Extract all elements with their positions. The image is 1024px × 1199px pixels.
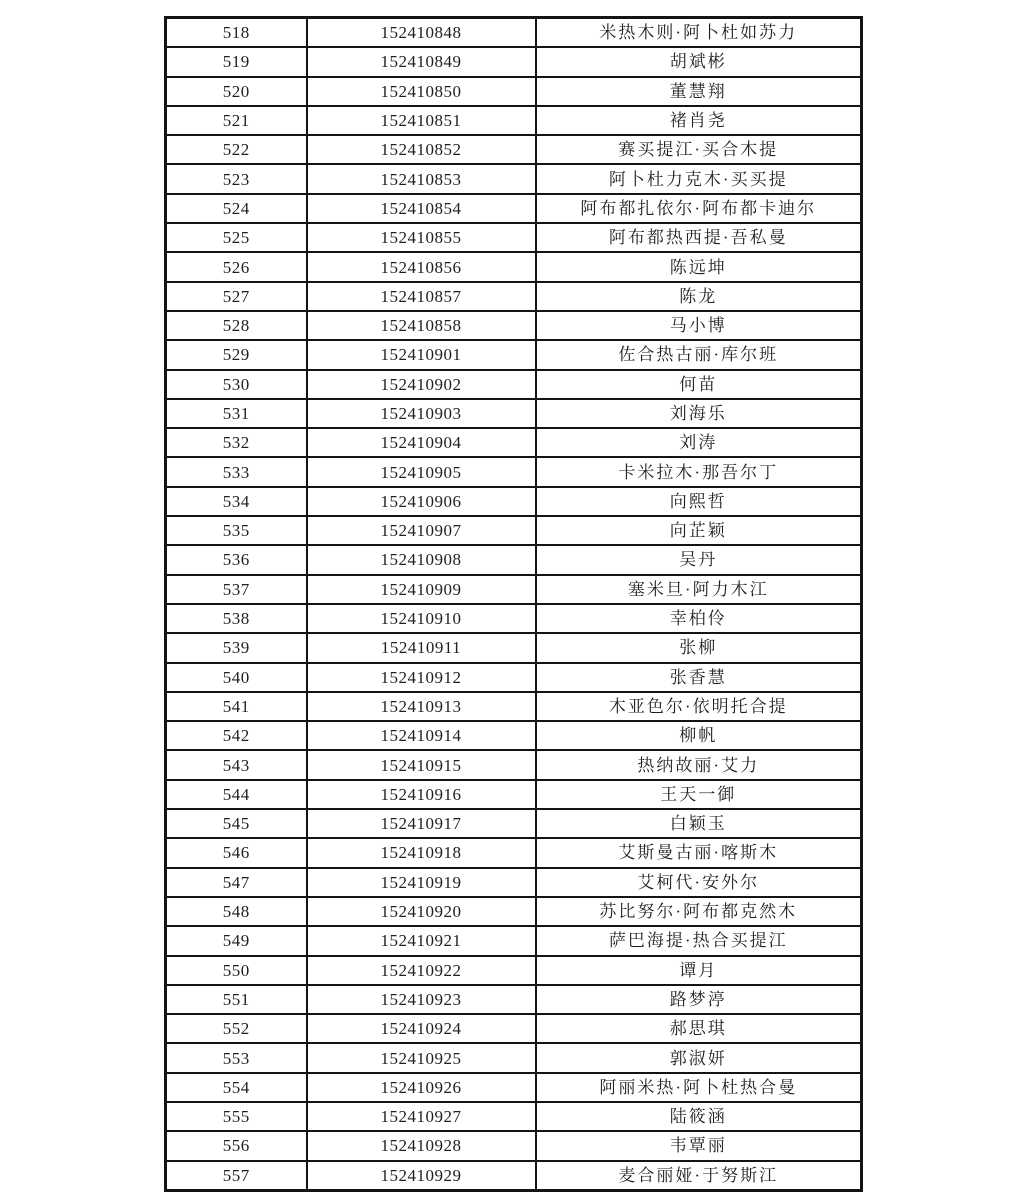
name-cell: 郝思琪	[536, 1014, 862, 1043]
serial-number-cell: 552	[166, 1014, 307, 1043]
name-cell: 陆筱涵	[536, 1102, 862, 1131]
table-row	[166, 340, 862, 369]
name-cell: 董慧翔	[536, 77, 862, 106]
student-id-cell: 152410915	[307, 750, 536, 779]
name-cell: 陈龙	[536, 282, 862, 311]
serial-number-cell: 525	[166, 223, 307, 252]
serial-number-cell: 540	[166, 663, 307, 692]
table-row	[166, 1073, 862, 1102]
student-id-cell: 152410848	[307, 18, 536, 48]
table-row	[166, 311, 862, 340]
table-row	[166, 1161, 862, 1191]
name-cell: 刘海乐	[536, 399, 862, 428]
student-id-cell: 152410919	[307, 868, 536, 897]
serial-number-cell: 549	[166, 926, 307, 955]
serial-number-cell: 544	[166, 780, 307, 809]
table-row	[166, 516, 862, 545]
student-id-cell: 152410849	[307, 47, 536, 76]
student-id-cell: 152410927	[307, 1102, 536, 1131]
student-id-cell: 152410925	[307, 1043, 536, 1072]
serial-number-cell: 541	[166, 692, 307, 721]
name-cell: 幸柏伶	[536, 604, 862, 633]
table-row	[166, 809, 862, 838]
name-cell: 塞米旦·阿力木江	[536, 575, 862, 604]
name-cell: 艾斯曼古丽·喀斯木	[536, 838, 862, 867]
serial-number-cell: 543	[166, 750, 307, 779]
roster-table-body	[166, 18, 862, 1191]
serial-number-cell: 539	[166, 633, 307, 662]
name-cell: 萨巴海提·热合买提江	[536, 926, 862, 955]
serial-number-cell: 555	[166, 1102, 307, 1131]
student-id-cell: 152410909	[307, 575, 536, 604]
student-id-cell: 152410922	[307, 956, 536, 985]
table-row	[166, 370, 862, 399]
serial-number-cell: 534	[166, 487, 307, 516]
serial-number-cell: 528	[166, 311, 307, 340]
table-row	[166, 428, 862, 457]
serial-number-cell: 524	[166, 194, 307, 223]
student-id-cell: 152410928	[307, 1131, 536, 1160]
table-row	[166, 252, 862, 281]
serial-number-cell: 537	[166, 575, 307, 604]
name-cell: 陈远坤	[536, 252, 862, 281]
name-cell: 胡斌彬	[536, 47, 862, 76]
student-id-cell: 152410901	[307, 340, 536, 369]
serial-number-cell: 557	[166, 1161, 307, 1191]
serial-number-cell: 523	[166, 164, 307, 193]
table-row	[166, 926, 862, 955]
name-cell: 谭月	[536, 956, 862, 985]
serial-number-cell: 533	[166, 457, 307, 486]
serial-number-cell: 535	[166, 516, 307, 545]
serial-number-cell: 553	[166, 1043, 307, 1072]
serial-number-cell: 551	[166, 985, 307, 1014]
name-cell: 阿丽米热·阿卜杜热合曼	[536, 1073, 862, 1102]
table-row	[166, 194, 862, 223]
serial-number-cell: 518	[166, 18, 307, 48]
name-cell: 褚肖尧	[536, 106, 862, 135]
table-row	[166, 1131, 862, 1160]
table-row	[166, 721, 862, 750]
student-id-cell: 152410929	[307, 1161, 536, 1191]
name-cell: 马小博	[536, 311, 862, 340]
student-id-cell: 152410921	[307, 926, 536, 955]
serial-number-cell: 548	[166, 897, 307, 926]
name-cell: 赛买提江·买合木提	[536, 135, 862, 164]
name-cell: 艾柯代·安外尔	[536, 868, 862, 897]
table-row	[166, 575, 862, 604]
serial-number-cell: 554	[166, 1073, 307, 1102]
table-row	[166, 750, 862, 779]
student-id-cell: 152410920	[307, 897, 536, 926]
serial-number-cell: 526	[166, 252, 307, 281]
name-cell: 木亚色尔·依明托合提	[536, 692, 862, 721]
name-cell: 卡米拉木·那吾尔丁	[536, 457, 862, 486]
name-cell: 热纳故丽·艾力	[536, 750, 862, 779]
table-row	[166, 1043, 862, 1072]
table-row	[166, 18, 862, 48]
table-row	[166, 282, 862, 311]
serial-number-cell: 519	[166, 47, 307, 76]
table-row	[166, 692, 862, 721]
name-cell: 刘涛	[536, 428, 862, 457]
table-row	[166, 47, 862, 76]
student-id-cell: 152410918	[307, 838, 536, 867]
serial-number-cell: 527	[166, 282, 307, 311]
name-cell: 郭淑妍	[536, 1043, 862, 1072]
table-row	[166, 487, 862, 516]
serial-number-cell: 521	[166, 106, 307, 135]
serial-number-cell: 538	[166, 604, 307, 633]
name-cell: 韦覃丽	[536, 1131, 862, 1160]
student-id-cell: 152410923	[307, 985, 536, 1014]
table-row	[166, 1102, 862, 1131]
serial-number-cell: 556	[166, 1131, 307, 1160]
table-row	[166, 956, 862, 985]
student-id-cell: 152410914	[307, 721, 536, 750]
student-id-cell: 152410853	[307, 164, 536, 193]
student-id-cell: 152410906	[307, 487, 536, 516]
name-cell: 何苗	[536, 370, 862, 399]
table-row	[166, 663, 862, 692]
name-cell: 佐合热古丽·库尔班	[536, 340, 862, 369]
table-row	[166, 399, 862, 428]
serial-number-cell: 546	[166, 838, 307, 867]
name-cell: 麦合丽娅·于努斯江	[536, 1161, 862, 1191]
student-id-cell: 152410854	[307, 194, 536, 223]
student-id-cell: 152410916	[307, 780, 536, 809]
student-id-cell: 152410858	[307, 311, 536, 340]
student-id-cell: 152410850	[307, 77, 536, 106]
table-row	[166, 780, 862, 809]
serial-number-cell: 532	[166, 428, 307, 457]
name-cell: 向熙哲	[536, 487, 862, 516]
name-cell: 向芷颖	[536, 516, 862, 545]
table-row	[166, 1014, 862, 1043]
student-id-cell: 152410852	[307, 135, 536, 164]
student-id-cell: 152410908	[307, 545, 536, 574]
name-cell: 张香慧	[536, 663, 862, 692]
student-id-cell: 152410917	[307, 809, 536, 838]
student-id-cell: 152410851	[307, 106, 536, 135]
table-row	[166, 223, 862, 252]
student-id-cell: 152410924	[307, 1014, 536, 1043]
name-cell: 柳帆	[536, 721, 862, 750]
student-id-cell: 152410903	[307, 399, 536, 428]
serial-number-cell: 550	[166, 956, 307, 985]
table-row	[166, 545, 862, 574]
student-id-cell: 152410907	[307, 516, 536, 545]
serial-number-cell: 520	[166, 77, 307, 106]
table-row	[166, 457, 862, 486]
serial-number-cell: 522	[166, 135, 307, 164]
table-row	[166, 164, 862, 193]
serial-number-cell: 536	[166, 545, 307, 574]
student-id-cell: 152410904	[307, 428, 536, 457]
student-id-cell: 152410926	[307, 1073, 536, 1102]
name-cell: 白颖玉	[536, 809, 862, 838]
student-id-cell: 152410857	[307, 282, 536, 311]
student-id-cell: 152410856	[307, 252, 536, 281]
table-row	[166, 838, 862, 867]
serial-number-cell: 545	[166, 809, 307, 838]
table-row	[166, 604, 862, 633]
table-row	[166, 77, 862, 106]
serial-number-cell: 529	[166, 340, 307, 369]
name-cell: 王天一御	[536, 780, 862, 809]
name-cell: 米热木则·阿卜杜如苏力	[536, 18, 862, 48]
table-row	[166, 985, 862, 1014]
table-row	[166, 106, 862, 135]
serial-number-cell: 530	[166, 370, 307, 399]
roster-table	[164, 16, 863, 1192]
student-id-cell: 152410913	[307, 692, 536, 721]
student-id-cell: 152410902	[307, 370, 536, 399]
name-cell: 路梦渟	[536, 985, 862, 1014]
name-cell: 阿布都热西提·吾私曼	[536, 223, 862, 252]
name-cell: 阿布都扎依尔·阿布都卡迪尔	[536, 194, 862, 223]
student-id-cell: 152410855	[307, 223, 536, 252]
name-cell: 苏比努尔·阿布都克然木	[536, 897, 862, 926]
serial-number-cell: 531	[166, 399, 307, 428]
student-id-cell: 152410912	[307, 663, 536, 692]
name-cell: 阿卜杜力克木·买买提	[536, 164, 862, 193]
serial-number-cell: 547	[166, 868, 307, 897]
table-row	[166, 633, 862, 662]
name-cell: 吴丹	[536, 545, 862, 574]
table-row	[166, 868, 862, 897]
student-id-cell: 152410911	[307, 633, 536, 662]
name-cell: 张柳	[536, 633, 862, 662]
table-row	[166, 897, 862, 926]
table-row	[166, 135, 862, 164]
student-id-cell: 152410905	[307, 457, 536, 486]
serial-number-cell: 542	[166, 721, 307, 750]
student-id-cell: 152410910	[307, 604, 536, 633]
